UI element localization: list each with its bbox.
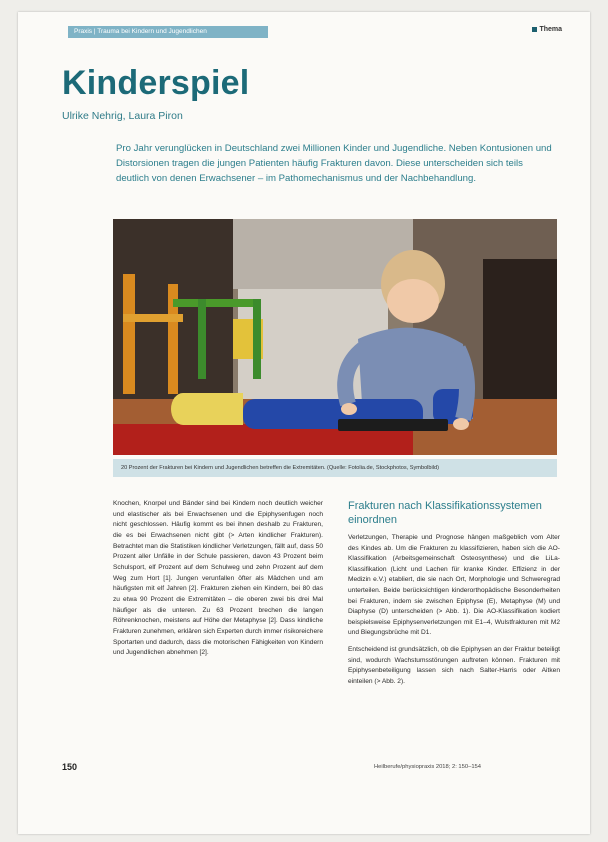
article-photo <box>113 219 557 455</box>
section-label: Praxis | Trauma bei Kindern und Jugendlichen <box>74 28 207 35</box>
journal-citation: Heilberufe/physiopraxis 2018; 2: 150–154 <box>374 764 481 770</box>
thema-label: Thema <box>539 26 562 33</box>
left-column-text: Knochen, Knorpel und Bänder sind bei Kindern noch deutlich weicher und elastischer als bei Erwachsenen und die Epiphysenfugen noch nicht geschlossen. Häufig kommt es bei ihnen deshalb zu Frakturen, die es bei Erwachsenen nicht gibt (> Arten kindlicher Frakturen). Betrachtet man die Statistiken kindlicher Verletzungen, fällt auf, dass 50 Prozent aller Unfälle in der Schule passieren, davon 43 Prozent beim Schulsport, elf Prozent auf dem Schulweg und zehn Prozent auf dem Weg zum Hort [1]. Jungen verunfallen öfter als Mädchen und am häufigsten mit elf Jahren [2]. Frakturen ziehen ein Kindern, bei 80 das zu etwa 90 Prozent die Extremitäten – die oberen zwei bis drei Mal häufiger als die unteren. Zu 63 Prozent brechen die langen Röhrenknochen, meistens auf Höhe der Metaphyse [2]. Dass kindliche Frakturen zunehmen, erklären sich Experten durch immer risikoreichere Sportarten und dadurch, dass die motorischen Fähigkeiten von Kindern und Jugendlichen abnehmen [2]. <box>113 500 323 657</box>
page-number: 150 <box>62 762 78 772</box>
section-heading: Frakturen nach Klassifikationssystemen einordnen <box>348 500 542 526</box>
article-title: Kinderspiel <box>62 64 250 102</box>
thema-tag <box>532 26 562 33</box>
article-authors: Ulrike Nehrig, Laura Piron <box>62 110 183 122</box>
right-paragraph-2: Entscheidend ist grundsätzlich, ob die Epiphysen an der Fraktur beteiligt sind, wodurch Wachstumsstörungen auftreten können. Frakturen mit Epiphysenbeteiligung lassen sich nach Salter-Harris oder Aitken einteilen (> Abb. 2). <box>348 645 560 685</box>
section-header-bar <box>68 26 268 38</box>
photo-caption: 20 Prozent der Frakturen bei Kindern und Jugendlichen betreffen die Extremitäten. (Quelle: Fotolia.de, Stockphotos, Symbolbild) <box>113 459 557 477</box>
right-paragraph-1: Verletzungen, Therapie und Prognose hängen maßgeblich vom Alter des Kindes ab. Um die Frakturen zu klassifizieren, haben sich die AO-Klassifikation (Arbeitsgemeinschaft Osteosynthese) und die LiLa-Klassifikation (Licht und Lachen für kranke Kinder. Effizienz in der Medizin e.V.) etabliert, die sie nach Ort, Morphologie und Schweregrad unterteilen. Beide berücksichtigen kinderorthopädische Besonderheiten bei Frakturen, indem sie zwischen Epiphyse (E), Metaphyse (M) und Diaphyse (D) unterscheiden (> Abb. 1). Die AO-Klassifikation kodiert beispielsweise Epiphysenverletzungen mit E1–4, Wulstfrakturen mit M2 und Biegungsbrüche mit D1. <box>348 534 560 637</box>
square-icon <box>532 27 537 32</box>
magazine-page <box>18 12 590 834</box>
right-column <box>348 499 560 693</box>
child-playing-photo <box>113 219 557 455</box>
article-lead: Pro Jahr verunglücken in Deutschland zwei Millionen Kinder und Jugendliche. Neben Kontusionen und Distorsionen tragen die jungen Patienten häufig Frakturen davon. Diese unterscheiden sich teils deutlich von denen Erwachsener – im Pathomechanismus und der Nachbehandlung. <box>116 143 552 184</box>
